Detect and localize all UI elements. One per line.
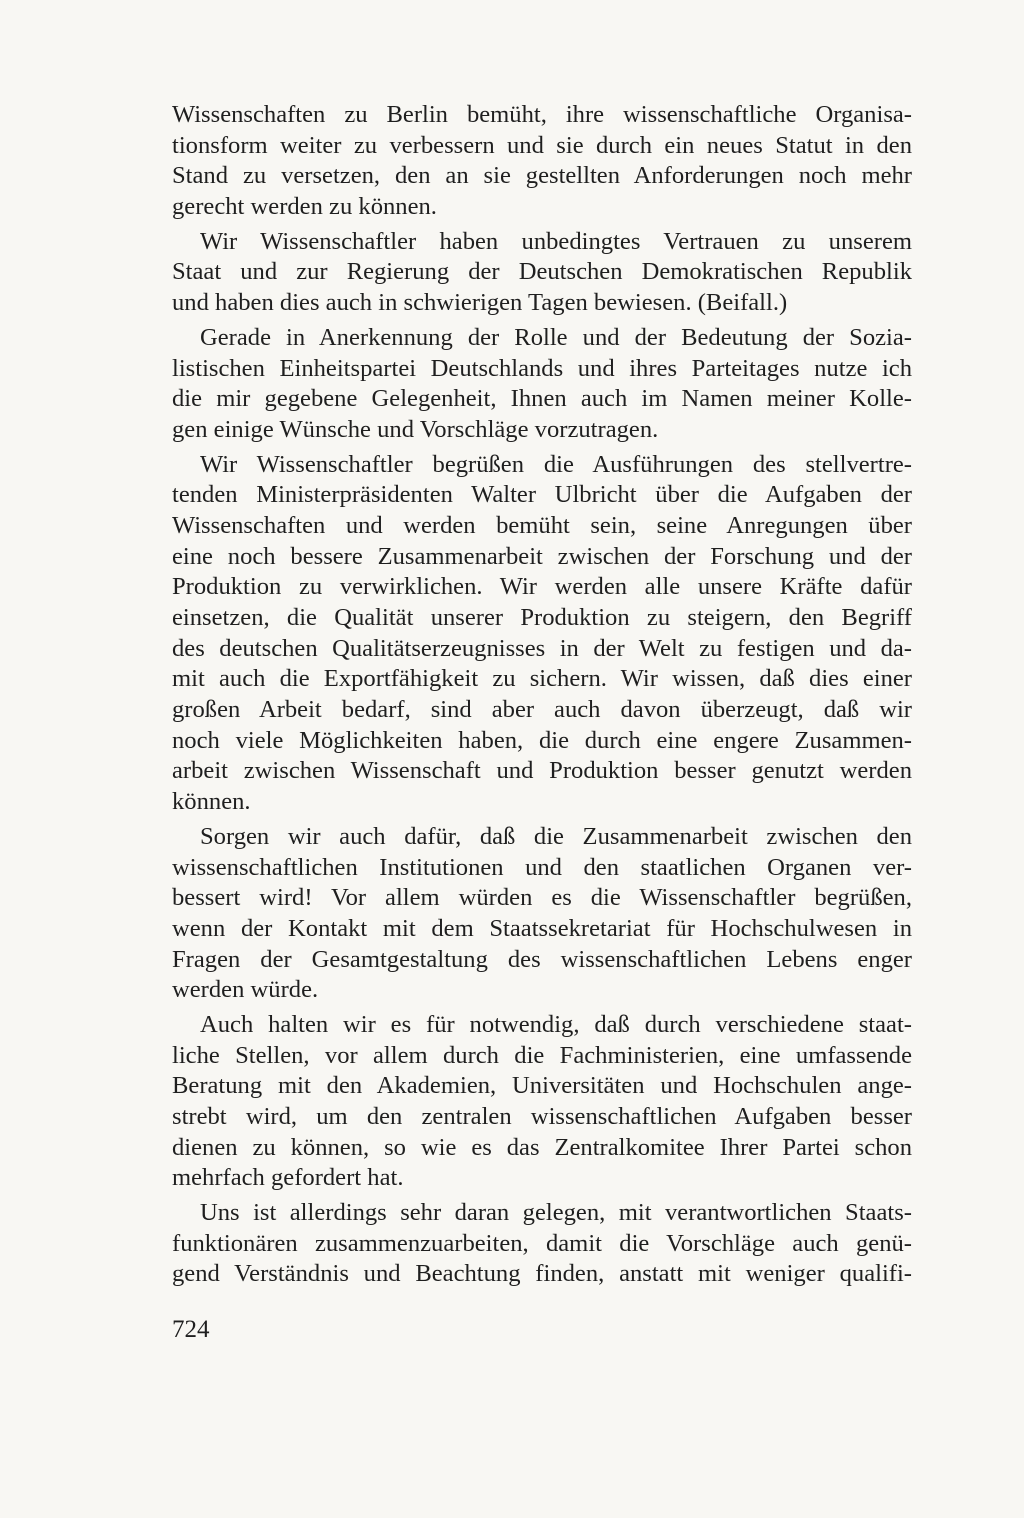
text-line: Auch halten wir es für notwendig, daß durch verschiedene staat- bbox=[200, 1010, 912, 1038]
text-line: einsetzen, die Qualität unserer Produktion zu steigern, den Begriff bbox=[172, 604, 912, 631]
text-line: tionsform weiter zu verbessern und sie durch ein neues Statut in den bbox=[172, 131, 912, 159]
text-line: noch viele Möglichkeiten haben, die durch eine engere Zusammen- bbox=[172, 726, 912, 754]
text-line: Wissenschaften zu Berlin bemüht, ihre wissenschaftliche Organisa- bbox=[172, 101, 912, 128]
text-line: können. bbox=[172, 788, 251, 816]
text-line: gerecht werden zu können. bbox=[172, 193, 437, 221]
text-line: Fragen der Gesamtgestaltung des wissenschaftlichen Lebens enger bbox=[172, 945, 912, 973]
paragraph bbox=[172, 323, 912, 446]
text-line: die mir gegebene Gelegenheit, Ihnen auch im Namen meiner Kolle- bbox=[172, 385, 912, 413]
text-line: eine noch bessere Zusammenarbeit zwischen der Forschung und der bbox=[172, 542, 912, 570]
text-line: funktionären zusammenzuarbeiten, damit die Vorschläge auch genü- bbox=[172, 1229, 912, 1257]
text-line: Stand zu versetzen, den an sie gestellten Anforderungen noch mehr bbox=[172, 162, 912, 190]
paragraph bbox=[172, 227, 912, 319]
page-number: 724 bbox=[172, 1316, 210, 1343]
paragraph bbox=[172, 1198, 912, 1290]
text-line: Wir Wissenschaftler begrüßen die Ausführungen des stellvertre- bbox=[200, 450, 912, 478]
text-line: Beratung mit den Akademien, Universitäten und Hochschulen ange- bbox=[172, 1072, 912, 1100]
text-line: gen einige Wünsche und Vorschläge vorzutragen. bbox=[172, 415, 659, 443]
text-line: werden würde. bbox=[172, 976, 319, 1004]
text-line: Gerade in Anerkennung der Rolle und der Bedeutung der Sozia- bbox=[200, 323, 912, 351]
text-line: arbeit zwischen Wissenschaft und Produktion besser genutzt werden bbox=[172, 757, 912, 785]
text-line: liche Stellen, vor allem durch die Fachministerien, eine umfassende bbox=[172, 1041, 912, 1069]
text-line: des deutschen Qualitätserzeugnisses in der Welt zu festigen und da- bbox=[172, 634, 912, 662]
paragraph bbox=[172, 100, 912, 223]
text-line: tenden Ministerpräsidenten Walter Ulbricht über die Aufgaben der bbox=[172, 481, 912, 509]
text-line: Sorgen wir auch dafür, daß die Zusammenarbeit zwischen den bbox=[200, 822, 912, 850]
text-line: wenn der Kontakt mit dem Staatssekretariat für Hochschulwesen in bbox=[172, 914, 912, 942]
text-line: listischen Einheitspartei Deutschlands und ihres Parteitages nutze ich bbox=[172, 354, 912, 382]
text-line: strebt wird, um den zentralen wissenschaftlichen Aufgaben besser bbox=[172, 1103, 912, 1130]
paragraph bbox=[172, 822, 912, 1006]
text-line: mehrfach gefordert hat. bbox=[172, 1164, 404, 1192]
text-line: dienen zu können, so wie es das Zentralkomitee Ihrer Partei schon bbox=[172, 1133, 912, 1161]
text-line: wissenschaftlichen Institutionen und den staatlichen Organen ver- bbox=[172, 853, 912, 881]
text-line: Staat und zur Regierung der Deutschen Demokratischen Republik bbox=[172, 258, 912, 286]
text-line: Wir Wissenschaftler haben unbedingtes Vertrauen zu unserem bbox=[200, 227, 912, 255]
paragraph bbox=[172, 1010, 912, 1194]
text-line: bessert wird! Vor allem würden es die Wissenschaftler begrüßen, bbox=[172, 884, 912, 912]
text-line: mit auch die Exportfähigkeit zu sichern. Wir wissen, daß dies einer bbox=[172, 665, 912, 693]
text-line: gend Verständnis und Beachtung finden, anstatt mit weniger qualifi- bbox=[172, 1260, 912, 1288]
paragraph bbox=[172, 450, 912, 818]
text-line: großen Arbeit bedarf, sind aber auch davon überzeugt, daß wir bbox=[172, 696, 912, 724]
text-line: Wissenschaften und werden bemüht sein, seine Anregungen über bbox=[172, 511, 912, 539]
body-text bbox=[172, 100, 912, 1294]
text-line: und haben dies auch in schwierigen Tagen bewiesen. (Beifall.) bbox=[172, 289, 788, 317]
text-line: Uns ist allerdings sehr daran gelegen, mit verantwortlichen Staats- bbox=[200, 1199, 912, 1227]
text-line: Produktion zu verwirklichen. Wir werden alle unsere Kräfte dafür bbox=[172, 573, 912, 601]
